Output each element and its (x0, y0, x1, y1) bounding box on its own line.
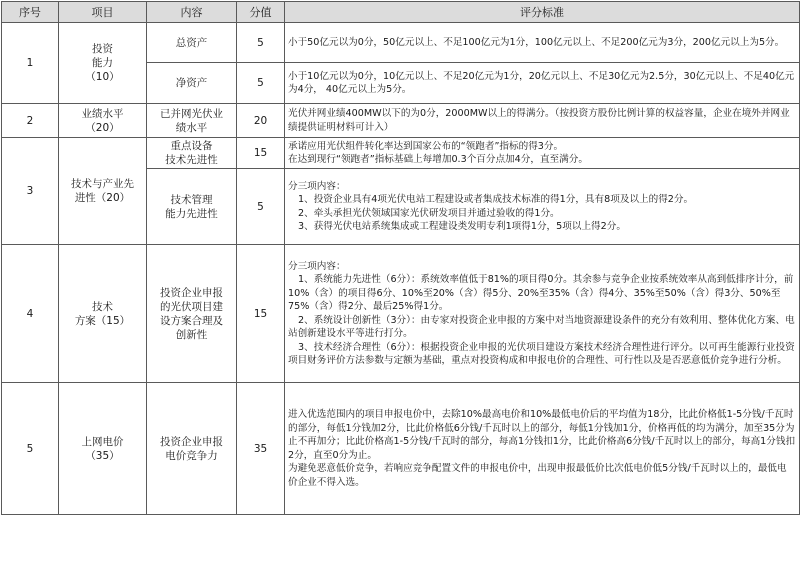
content-line: 能力先进性 (165, 207, 218, 220)
item-line: 技术 (92, 300, 113, 313)
item-line: 方案（15） (74, 314, 131, 327)
item-cell (59, 23, 147, 104)
criteria-line: 分三项内容： (288, 180, 346, 192)
criteria-cell (285, 169, 800, 245)
content-line: 已并网光伏业 (160, 107, 223, 120)
score-cell: 5 (237, 63, 285, 104)
criteria-line: 在达到现行“领跑者”指标基础上每增加0.3个百分点加4分，直至满分。 (288, 154, 588, 165)
content-line: 总资产 (175, 36, 208, 49)
criteria-line: 为避免恶意低价竞争，若响应竞争配置文件的申报电价中，出现申报最低价比次低电价低5分钱/千瓦时以上的，最低电价企业不得入选。 (288, 463, 787, 488)
seq-cell: 2 (2, 104, 59, 138)
table-body (2, 23, 800, 515)
item-line: （20） (85, 121, 120, 134)
criteria-cell (285, 138, 800, 169)
table-row (2, 104, 800, 138)
header-item: 项目 (59, 2, 147, 23)
content-line: 投资企业申报 (160, 435, 223, 448)
content-line: 投资企业申报 (160, 286, 223, 299)
table-row (2, 245, 800, 383)
table-row (2, 138, 800, 169)
item-cell (59, 245, 147, 383)
content-line: 创新性 (175, 328, 208, 341)
header-row (2, 2, 800, 23)
item-line: 进性（20） (74, 192, 131, 204)
criteria-line: 光伏并网业绩400MW以下的为0分，2000MW以上的得满分。（按投资方股份比例计算的权益容量，企业在境外并网业绩提供证明材料可计入） (288, 108, 790, 133)
score-cell: 35 (237, 383, 285, 515)
item-line: 投资 (92, 43, 113, 55)
content-line: 设方案合理及 (160, 314, 223, 327)
item-line: （10） (85, 71, 120, 83)
table-row (2, 23, 800, 63)
criteria-line: 3、获得光伏电站系统集成或工程建设类发明专利1项得1分，5项以上得2分。 (298, 221, 626, 232)
criteria-line: 1、投资企业具有4项光伏电站工程建设或者集成技术标准的得1分，具有8项及以上的得2分。 (298, 194, 694, 205)
criteria-line: 2、牵头承担光伏领域国家光伏研发项目并通过验收的得1分。 (298, 207, 560, 219)
content-cell (147, 23, 237, 63)
criteria-line: 2、系统设计创新性（3分）：由专家对投资企业申报的方案中对当地资源建设条件的充分有效利用、整体优化方案、电站创新建设水平等进行打分。 (288, 314, 795, 339)
header-seq: 序号 (2, 2, 59, 23)
criteria-cell (285, 104, 800, 138)
item-line: 能力 (92, 57, 113, 69)
table-row (2, 383, 800, 515)
content-cell (147, 104, 237, 138)
criteria-line: 承诺应用光伏组件转化率达到国家公布的“领跑者”指标的得3分。 (288, 140, 564, 152)
criteria-line: 小于50亿元以为0分，50亿元以上、不足100亿元为1分，100亿元以上、不足200亿元为3分，200亿元以上为5分。 (288, 36, 785, 48)
item-cell (59, 138, 147, 245)
header-score: 分值 (237, 2, 285, 23)
item-line: （35） (85, 449, 120, 462)
criteria-cell (285, 245, 800, 383)
criteria-line: 小于10亿元以为0分，10亿元以上、不足20亿元为1分，20亿元以上、不足30亿元为2.5分，30亿元以上、不足40亿元为4分， 40亿元以上为5分。 (288, 70, 795, 95)
content-line: 技术管理 (170, 193, 213, 206)
content-line: 电价竞争力 (165, 449, 218, 462)
criteria-line: 3、技术经济合理性（6分）：根据投资企业申报的光伏项目建设方案技术经济合理性进行评分。以可再生能源行业投资项目财务评价方法参数与定额为基础，重点对投资构成和申报电价的合理性、可行性以及是否恶意低价竞争进行分析。 (288, 341, 795, 366)
content-cell (147, 383, 237, 515)
item-cell (59, 383, 147, 515)
item-line: 上网电价 (81, 435, 124, 448)
header-content: 内容 (147, 2, 237, 23)
score-cell: 15 (237, 245, 285, 383)
score-cell: 20 (237, 104, 285, 138)
criteria-cell (285, 63, 800, 104)
criteria-cell (285, 23, 800, 63)
header-criteria: 评分标准 (285, 2, 800, 23)
item-cell (59, 104, 147, 138)
score-cell: 15 (237, 138, 285, 169)
content-line: 重点设备 (170, 140, 213, 152)
seq-cell: 5 (2, 383, 59, 515)
seq-cell: 1 (2, 23, 59, 104)
content-line: 净资产 (175, 77, 208, 89)
content-line: 技术先进性 (165, 154, 218, 166)
content-cell (147, 63, 237, 104)
content-line: 绩水平 (175, 121, 208, 134)
seq-cell: 4 (2, 245, 59, 383)
criteria-cell (285, 383, 800, 515)
seq-cell: 3 (2, 138, 59, 245)
content-cell (147, 245, 237, 383)
criteria-line: 1、系统能力先进性（6分）：系统效率值低于81%的项目得0分。其余参与竞争企业按系统效率从高到低排序计分，前10%（含）的项目得6分、10%至20%（含）得5分、20%至35%（含）得4分、35%至50%（含）得3分、50%至75%（含）得2分、最后25%得1分。 (288, 274, 794, 312)
content-cell (147, 138, 237, 169)
scoring-table (1, 1, 800, 515)
score-cell: 5 (237, 169, 285, 245)
content-cell (147, 169, 237, 245)
item-line: 业绩水平 (81, 107, 124, 120)
criteria-line: 进入优选范围内的项目申报电价中，去除10%最高电价和10%最低电价后的平均值为18分，比此价格低1-5分钱/千瓦时的部分，每低1分钱加2分，比此价格低6分钱/千瓦时以上的部分，每低1分钱加1分，价格再低的均为满分，加至35分为止不再加分；比此价格高1-5分钱/千瓦时的部分，每高1分钱扣1分，比此价格高6分钱/千瓦时以上的部分，每高1分钱扣2分，直至0分为止。 (288, 409, 796, 461)
item-line: 技术与产业先 (71, 178, 134, 190)
criteria-line: 分三项内容： (288, 260, 346, 272)
content-line: 的光伏项目建 (160, 300, 223, 313)
score-cell: 5 (237, 23, 285, 63)
